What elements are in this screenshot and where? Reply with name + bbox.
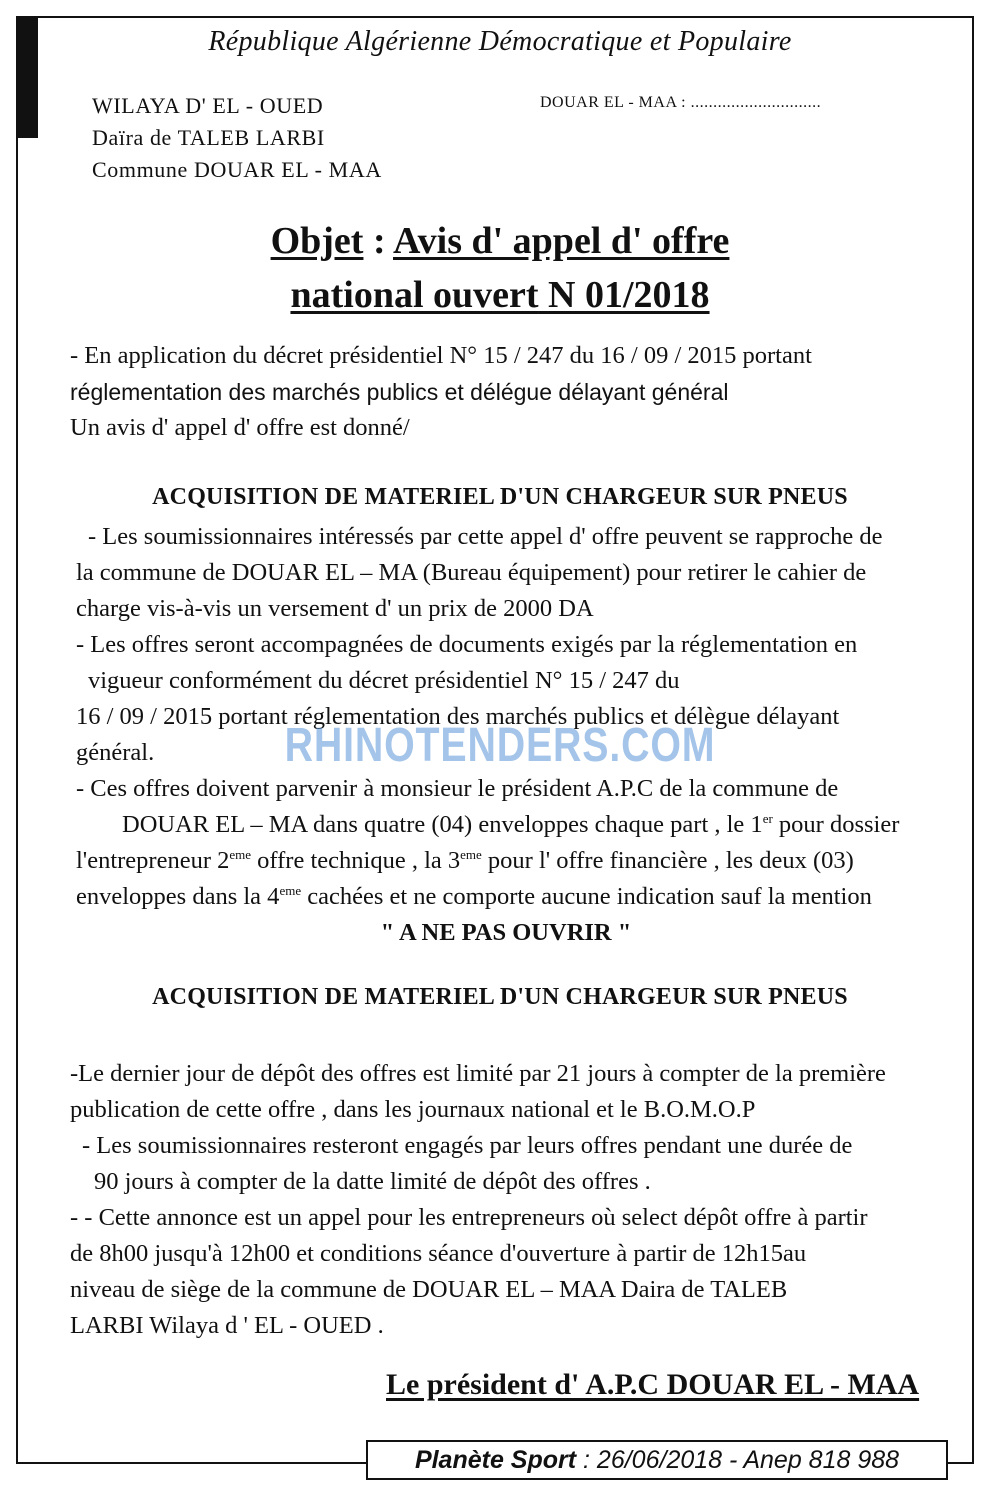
intro-paragraph	[70, 338, 930, 446]
body-line: publication de cette offre , dans les journaux national et le B.O.M.O.P	[70, 1096, 756, 1123]
body-line: niveau de siège de la commune de DOUAR EL – MAA Daira de TALEB	[70, 1276, 788, 1303]
do-not-open-mention: " A NE PAS OUVRIR "	[380, 919, 632, 946]
title-line-2	[0, 268, 1000, 322]
body-line: charge vis-à-vis un versement d' un prix de 2000 DA	[76, 595, 594, 622]
body-line: 16 / 09 / 2015 portant réglementation des marchés publics et délègue délayant	[76, 703, 840, 730]
body-line: LARBI Wilaya d ' EL - OUED .	[70, 1312, 384, 1339]
body-line: 90 jours à compter de la datte limité de dépôt des offres .	[94, 1168, 651, 1195]
publication-footer	[366, 1440, 948, 1480]
title-colon: :	[363, 220, 394, 262]
body-line: de 8h00 jusqu'à 12h00 et conditions séance d'ouverture à partir de 12h15au	[70, 1240, 807, 1267]
signature-line: Le président d' A.P.C DOUAR EL - MAA	[386, 1368, 920, 1401]
body-text: enveloppes dans la 4	[76, 883, 280, 910]
superscript: eme	[460, 846, 482, 862]
body-text: cachées et ne comporte aucune indication sauf la mention	[301, 883, 872, 910]
superscript: eme	[229, 846, 252, 862]
intro-line: - En application du décret présidentiel N° 15 / 247 du 16 / 09 / 2015 portant	[70, 342, 812, 369]
superscript: eme	[279, 882, 302, 898]
body-line: - Les soumissionnaires intéressés par cette appel d' offre peuvent se rapproche de	[88, 523, 883, 550]
watermark: RHINOTENDERS.COM	[284, 719, 716, 772]
body-text: pour l' offre financière , les deux (03)	[481, 847, 854, 874]
body-line: -Le dernier jour de dépôt des offres est limité par 21 jours à compter de la première	[70, 1060, 886, 1087]
administration-block	[92, 90, 382, 186]
section-title-1: ACQUISITION DE MATERIEL D'UN CHARGEUR SUR PNEUS	[152, 484, 848, 510]
body-text: offre technique , la 3	[251, 847, 461, 874]
title-line-1	[0, 214, 1000, 268]
daira-line: Daïra de TALEB LARBI	[92, 125, 325, 150]
title-text-1: Avis d' appel d' offre	[393, 220, 730, 262]
body-line: - Les offres seront accompagnées de documents exigés par la réglementation en	[76, 631, 858, 658]
douar-date-line: DOUAR EL - MAA : .............................	[540, 94, 822, 111]
body-line: la commune de DOUAR EL – MA (Bureau équipement) pour retirer le cahier de	[76, 559, 867, 586]
body-text: DOUAR EL – MA dans quatre (04) enveloppes chaque part , le 1	[122, 811, 763, 838]
body-line: - Les soumissionnaires resteront engagés par leurs offres pendant une durée de	[82, 1132, 853, 1159]
republic-heading: République Algérienne Démocratique et Populaire	[208, 26, 792, 57]
body-line: - - Cette annonce est un appel pour les entrepreneurs où select dépôt offre à partir	[70, 1204, 868, 1231]
objet-label: Objet	[270, 220, 364, 262]
body-text: l'entrepreneur 2	[76, 847, 230, 874]
commune-line: Commune DOUAR EL - MAA	[92, 157, 382, 182]
wilaya-line: WILAYA D' EL - OUED	[92, 93, 324, 118]
body-line: vigueur conformément du décret présidentiel N° 15 / 247 du	[88, 667, 680, 694]
section-title-2: ACQUISITION DE MATERIEL D'UN CHARGEUR SUR PNEUS	[152, 984, 848, 1010]
publication-source: Planète Sport	[414, 1446, 577, 1474]
body-line	[76, 843, 936, 879]
superscript: er	[762, 810, 773, 826]
section-2-body	[70, 1056, 930, 1344]
notice-title	[0, 214, 1000, 322]
publication-details: : 26/06/2018 - Anep 818 988	[576, 1446, 900, 1474]
body-line	[76, 807, 936, 843]
body-text: pour dossier	[772, 811, 900, 838]
title-number: N 01/2018	[538, 274, 710, 316]
body-line	[76, 879, 936, 915]
title-text-2: national ouvert	[290, 274, 539, 316]
body-line: général.	[76, 739, 155, 766]
intro-line: Un avis d' appel d' offre est donné/	[70, 414, 410, 441]
intro-line: réglementation des marchés publics et délégue délayant général	[70, 379, 729, 405]
body-line: - Ces offres doivent parvenir à monsieur le président A.P.C de la commune de	[76, 775, 839, 802]
